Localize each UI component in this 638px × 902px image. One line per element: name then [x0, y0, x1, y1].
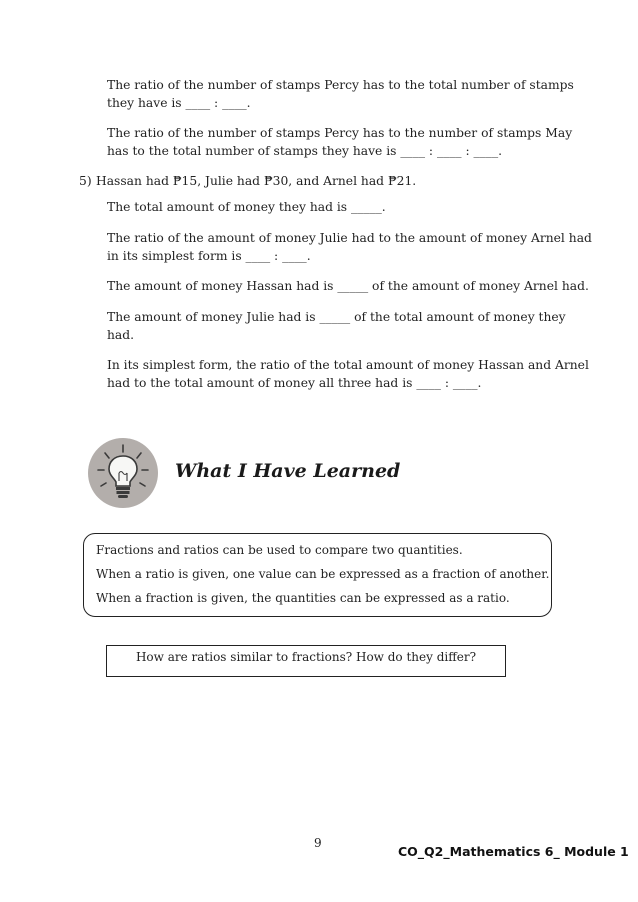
stamps-ratio-line-4: has to the total number of stamps they have is ____ : ____ : ____. — [107, 144, 503, 158]
problem-5-question-5a: In its simplest form, the ratio of the total amount of money Hassan and Arnel — [107, 358, 589, 372]
lightbulb-icon — [87, 437, 159, 509]
problem-5-question-2b: in its simplest form is ____ : ____. — [107, 249, 311, 263]
problem-5-question-4a: The amount of money Julie had is _____ of the total amount of money they — [107, 310, 566, 324]
reflection-question: How are ratios similar to fractions? How do they differ? — [135, 650, 477, 664]
problem-5-question-3: The amount of money Hassan had is _____ of the amount of money Arnel had. — [107, 279, 589, 293]
problem-5-question-5b: had to the total amount of money all three had is ____ : ____. — [107, 376, 482, 390]
problem-5-question-4b: had. — [107, 328, 135, 342]
page-number: 9 — [314, 836, 322, 850]
reflection-question-box — [106, 645, 506, 677]
problem-5-number: 5) — [79, 174, 92, 188]
summary-line-1: Fractions and ratios can be used to compare two quantities. — [96, 543, 463, 557]
summary-line-2: When a ratio is given, one value can be expressed as a fraction of another. — [96, 567, 550, 581]
stamps-ratio-line-1: The ratio of the number of stamps Percy has to the total number of stamps — [107, 78, 574, 92]
summary-line-3: When a fraction is given, the quantities can be expressed as a ratio. — [96, 591, 510, 605]
problem-5-question-1: The total amount of money they had is _____. — [107, 200, 386, 214]
stamps-ratio-line-2: they have is ____ : ____. — [107, 96, 251, 110]
module-tag: CO_Q2_Mathematics 6_ Module 1 — [398, 844, 629, 859]
stamps-ratio-line-3: The ratio of the number of stamps Percy has to the number of stamps May — [107, 126, 573, 140]
problem-5-question-2a: The ratio of the amount of money Julie had to the amount of money Arnel had — [107, 231, 592, 245]
section-title: What I Have Learned — [175, 460, 401, 482]
problem-5-statement: Hassan had ₱15, Julie had ₱30, and Arnel had ₱21. — [96, 174, 417, 188]
